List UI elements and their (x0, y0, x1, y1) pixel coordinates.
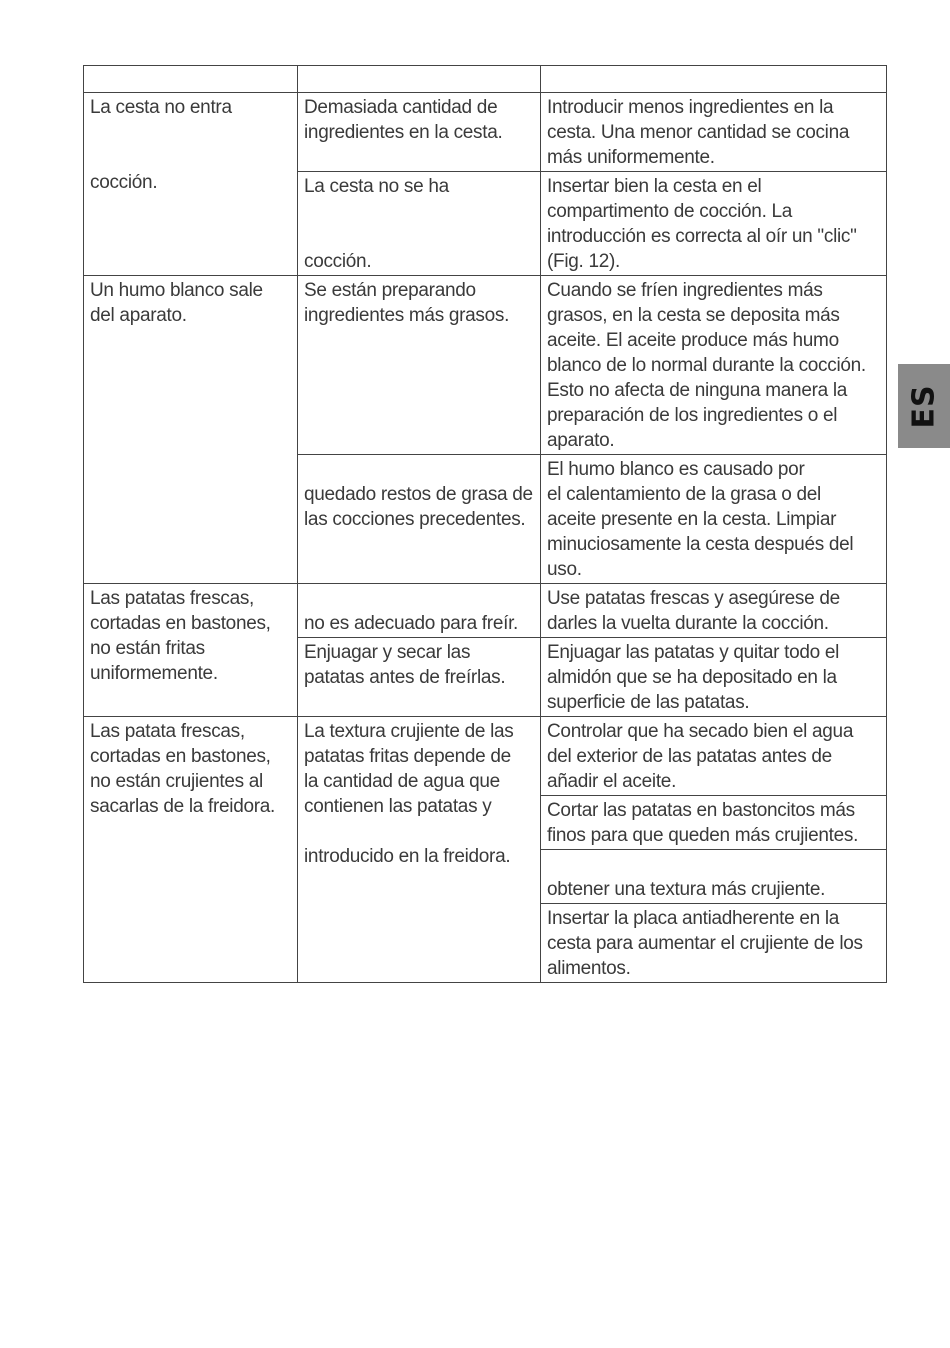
problem-text: Las patata frescas, cortadas en bastones, no están crujientes al sacarlas de la freidora. (90, 721, 276, 817)
cause-text: Se están preparando ingredientes más grasos. (304, 280, 510, 326)
problem-cell (84, 717, 298, 983)
problem-text: Las patatas frescas, cortadas en bastones, no están fritas uniformemente. (90, 588, 271, 684)
table-row (84, 93, 887, 172)
header-row (84, 66, 887, 93)
problem-cell (84, 584, 298, 717)
solution-cell (541, 455, 887, 584)
cause-cell (298, 717, 541, 983)
cause-text: Enjuagar y secar las patatas antes de freírlas. (304, 642, 506, 688)
solution-text: El humo blanco es causado por el calentamiento de la grasa o del aceite presente en la cesta. Limpiar minuciosamente la cesta después del uso. (547, 459, 854, 580)
solution-text: Insertar bien la cesta en el compartimento de cocción. La introducción es correcta al oír un "clic" (Fig. 12). (547, 176, 857, 272)
solution-cell (541, 276, 887, 455)
solution-cell (541, 796, 887, 850)
solution-cell (541, 93, 887, 172)
header-cell-problem (84, 66, 298, 93)
problem-text: La cesta no entra cocción. (90, 97, 232, 193)
solution-text: Use patatas frescas y asegúrese de darles la vuelta durante la cocción. (547, 588, 840, 634)
cause-text: no es adecuado para freír. (304, 613, 519, 634)
language-tab (898, 364, 950, 448)
cause-text: La cesta no se ha cocción. (304, 176, 449, 272)
cause-cell (298, 172, 541, 276)
header-cell-cause (298, 66, 541, 93)
language-tab-label: ES (906, 383, 942, 429)
problem-cell (84, 276, 298, 584)
problem-cell (84, 93, 298, 276)
cause-text: quedado restos de grasa de las cocciones precedentes. (304, 484, 533, 530)
cause-cell (298, 455, 541, 584)
cause-text: Demasiada cantidad de ingredientes en la cesta. (304, 97, 503, 143)
solution-cell (541, 172, 887, 276)
header-cell-solution (541, 66, 887, 93)
solution-text: Introducir menos ingredientes en la cesta. Una menor cantidad se cocina más uniformemente. (547, 97, 850, 168)
problem-text: Un humo blanco sale del aparato. (90, 280, 263, 326)
solution-text: Cortar las patatas en bastoncitos más finos para que queden más crujientes. (547, 800, 859, 846)
table-row (84, 717, 887, 796)
cause-cell (298, 276, 541, 455)
cause-cell (298, 93, 541, 172)
troubleshooting-table (83, 65, 887, 983)
table-row (84, 584, 887, 638)
solution-cell (541, 584, 887, 638)
cause-cell (298, 584, 541, 638)
solution-cell (541, 904, 887, 983)
table-body (84, 66, 887, 983)
solution-text: obtener una textura más crujiente. (547, 879, 826, 900)
solution-text: Cuando se fríen ingredientes más grasos, en la cesta se deposita más aceite. El aceite produce más humo blanco de lo normal durante la cocción. Esto no afecta de ninguna manera la preparación de los ingredientes o el aparato. (547, 280, 866, 451)
solution-text: Enjuagar las patatas y quitar todo el almidón que se ha depositado en la superficie de las patatas. (547, 642, 840, 713)
solution-text: Insertar la placa antiadherente en la cesta para aumentar el crujiente de los alimentos. (547, 908, 863, 979)
solution-cell (541, 638, 887, 717)
solution-text: Controlar que ha secado bien el agua del exterior de las patatas antes de añadir el aceite. (547, 721, 854, 792)
solution-cell (541, 850, 887, 904)
table-row (84, 276, 887, 455)
cause-text: La textura crujiente de las patatas fritas depende de la cantidad de agua que contienen las patatas y introducido en la freidora. (304, 721, 514, 867)
solution-cell (541, 717, 887, 796)
cause-cell (298, 638, 541, 717)
